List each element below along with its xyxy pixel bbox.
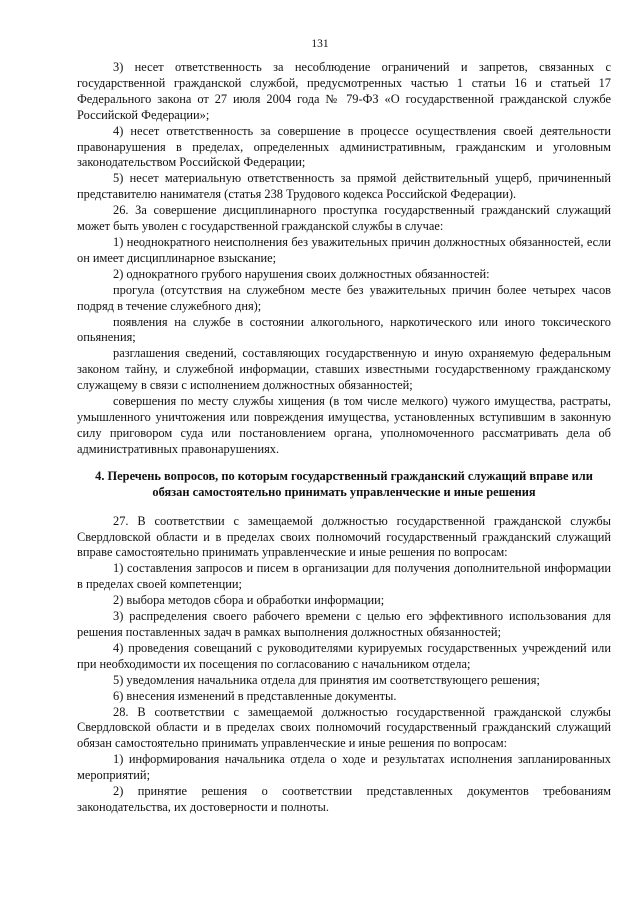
paragraph-27-item-6: 6) внесения изменений в представленные документы. — [113, 688, 397, 703]
paragraph-theft: совершения по месту службы хищения (в том числе мелкого) чужого имущества, растраты, умышленного уничтожения или повреждения имущества, установленных вступившим в законную силу приговором суда или постановлением органа, уполномоченного рассматривать дела об административных правонарушениях. — [77, 394, 611, 456]
section-4-heading: 4. Перечень вопросов, по которым государственный гражданский служащий вправе или обязан самостоятельно принимать управленческие и иные решения — [95, 468, 593, 499]
paragraph-27-item-5: 5) уведомления начальника отдела для принятия им соответствующего решения; — [113, 672, 540, 687]
paragraph-4-responsibility-offenses: 4) несет ответственность за совершение в процессе осуществления своей деятельности правонарушения в пределах, определенных административным, гражданским и уголовным законодательством Российской Федерации; — [77, 123, 611, 170]
paragraph-5-material-responsibility: 5) несет материальную ответственность за прямой действительный ущерб, причиненный представителю нанимателя (статья 238 Трудового кодекса Российской Федерации). — [77, 171, 611, 202]
page-number: 131 — [311, 38, 329, 50]
paragraph-27-item-4: 4) проведения совещаний с руководителями курируемых государственных учреждений или при необходимости их посещения по согласованию с начальником отдела; — [77, 640, 611, 671]
paragraph-26-dismissal-intro: 26. За совершение дисциплинарного проступка государственный гражданский служащий может быть уволен с государственной гражданской службы в случае: — [77, 203, 611, 234]
paragraph-26-item-1: 1) неоднократного неисполнения без уважительных причин должностных обязанностей, если он имеет дисциплинарное взыскание; — [77, 234, 611, 265]
paragraph-26-item-2: 2) однократного грубого нарушения своих должностных обязанностей: — [113, 266, 490, 281]
paragraph-27-item-3: 3) распределения своего рабочего времени с целью его эффективного использования для решения поставленных задач в рамках выполнения должностных обязанностей; — [77, 609, 611, 639]
paragraph-27-item-2: 2) выбора методов сбора и обработки информации; — [113, 593, 385, 608]
paragraph-absence: прогула (отсутствия на служебном месте без уважительных причин более четырех часов подряд в течение служебного дня); — [77, 282, 611, 313]
document-body — [77, 60, 611, 816]
paragraph-28-intro: 28. В соответствии с замещаемой должностью государственной гражданской службы Свердловской области и в пределах своих полномочий государственный гражданский служащий обязан самостоятельно принимать управленческие и иные решения по вопросам: — [77, 704, 611, 751]
paragraph-28-item-2: 2) принятие решения о соответствии представленных документов требованиям законодательства, их достоверности и полноты. — [77, 784, 611, 814]
paragraph-27-intro: 27. В соответствии с замещаемой должностью государственной гражданской службы Свердловской области и в пределах своих полномочий государственный гражданский служащий вправе самостоятельно принимать управленческие и иные решения по вопросам: — [77, 513, 611, 560]
paragraph-3-responsibility-restrictions: 3) несет ответственность за несоблюдение ограничений и запретов, связанных с государственной гражданской службой, предусмотренных частью 1 статьи 16 и статьей 17 Федерального закона от 27 июля 2004 года № 79-ФЗ «О государственной гражданской службе Российской Федерации»; — [77, 60, 611, 122]
paragraph-28-item-1: 1) информирования начальника отдела о ходе и результатах исполнения запланированных мероприятий; — [77, 752, 611, 783]
paragraph-intoxication: появления на службе в состоянии алкогольного, наркотического или иного токсического опьянения; — [77, 314, 611, 345]
paragraph-27-item-1: 1) составления запросов и писем в организации для получения дополнительной информации в пределах своей компетенции; — [77, 561, 611, 592]
paragraph-disclosure: разглашения сведений, составляющих государственную и иную охраняемую федеральным законом тайну, и служебной информации, ставших известными государственному гражданскому служащему в связи с исполнением должностных обязанностей; — [77, 346, 611, 393]
